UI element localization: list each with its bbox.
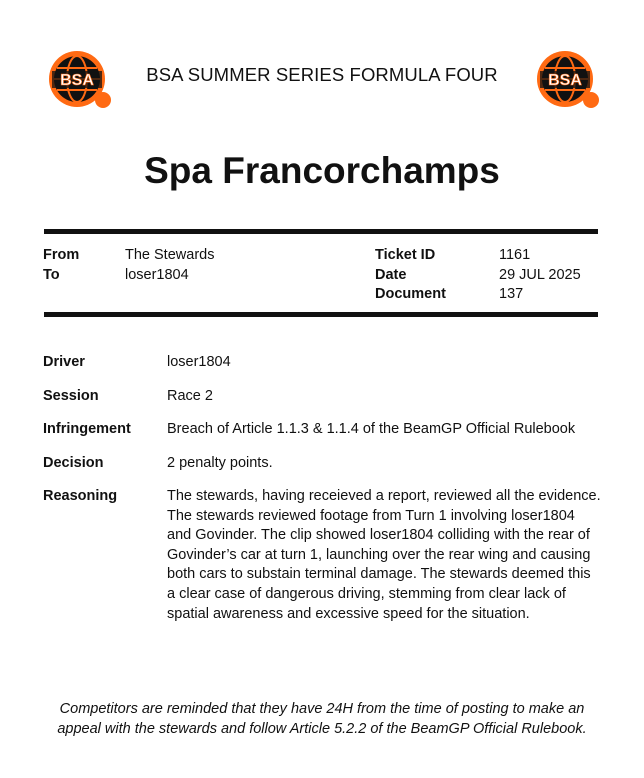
ticket-value: 1161 xyxy=(499,247,531,263)
to-value: loser1804 xyxy=(125,266,189,283)
detail-label: Driver xyxy=(43,354,85,370)
document-label: Document xyxy=(375,286,446,303)
top-divider xyxy=(44,229,598,234)
bottom-divider xyxy=(44,312,598,317)
detail-value: loser1804 xyxy=(167,354,231,370)
from-value: The Stewards xyxy=(125,247,215,263)
detail-value: 2 penalty points. xyxy=(167,455,273,471)
detail-label: Session xyxy=(43,388,99,404)
detail-value: Breach of Article 1.1.3 & 1.1.4 of the BeamGP Official Rulebook xyxy=(167,421,576,437)
detail-value: Race 2 xyxy=(167,388,213,404)
appeal-notice-line-2: appeal with the stewards and follow Article 5.2.2 of the BeamGP Official Rulebook. xyxy=(57,721,587,737)
meta-right-labels xyxy=(375,246,446,305)
meta-right-values xyxy=(499,246,581,305)
detail-label: Decision xyxy=(43,455,104,471)
from-label: From xyxy=(43,247,80,263)
logo-text: BSA xyxy=(548,72,582,89)
appeal-notice-line-1: Competitors are reminded that they have 24H from the time of posting to make an xyxy=(59,701,585,717)
document-value: 137 xyxy=(499,286,524,303)
detail-value: The stewards, having receieved a report, reviewed all the evidence. The stewards reviewed footage from Turn 1 involving loser1804 and Govinder. The clip showed loser1804 colliding with the rear of Govinder’s car at turn 1, launching over the rear wing and causing both cars to substain terminal damage. The stewards deemed this a clear case of dangerous driving, stemming from clear lack of spatial awareness and excessive speed for the situation. xyxy=(167,488,601,622)
detail-label: Infringement xyxy=(43,421,131,437)
meta-left-labels xyxy=(43,246,79,285)
event-title: Spa Francorchamps xyxy=(144,150,500,191)
date-value: 29 JUL 2025 xyxy=(499,266,581,283)
meta-left-values xyxy=(125,246,214,285)
ticket-label: Ticket ID xyxy=(375,247,436,263)
date-label: Date xyxy=(375,266,407,283)
logo-text: BSA xyxy=(60,72,94,89)
detail-label: Reasoning xyxy=(43,488,118,504)
appeal-notice xyxy=(30,699,614,739)
to-label: To xyxy=(43,266,60,283)
series-title: BSA SUMMER SERIES FORMULA FOUR xyxy=(146,64,498,85)
